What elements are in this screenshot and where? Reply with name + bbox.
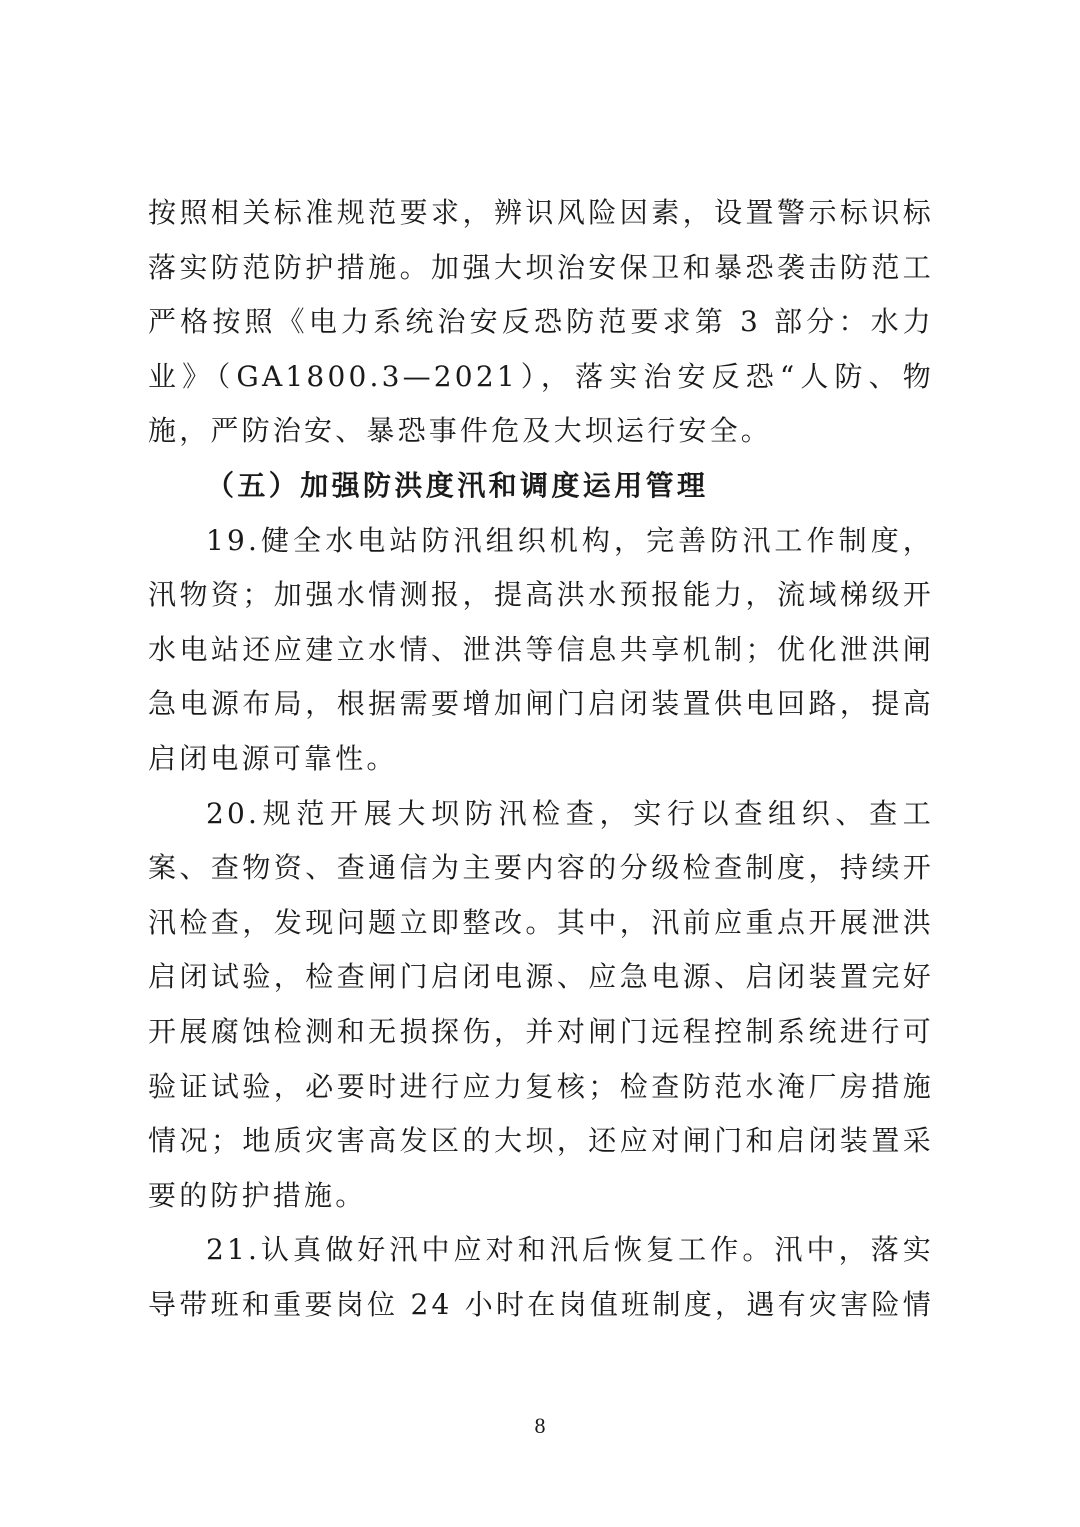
text-line: 验证试验，必要时进行应力复核；检查防范水淹厂房措施 bbox=[148, 1069, 934, 1103]
page-number: 8 bbox=[534, 1413, 546, 1438]
text-line: 按照相关标准规范要求，辨识风险因素，设置警示标识标 bbox=[148, 196, 934, 229]
section-heading: （五）加强防洪度汛和调度运用管理 bbox=[206, 468, 709, 502]
paragraph-top bbox=[148, 186, 934, 459]
text-line: 业》（GA1800.3—2021），落实治安反恐“人防、物 bbox=[148, 359, 934, 393]
text-line: 情况；地质灾害高发区的大坝，还应对闸门和启闭装置采 bbox=[148, 1124, 934, 1158]
text-line: 施，严防治安、暴恐事件危及大坝运行安全。 bbox=[148, 414, 773, 448]
text-line: 20.规范开展大坝防汛检查，实行以查组织、查工 bbox=[206, 796, 934, 830]
text-line: 汛检查，发现问题立即整改。其中，汛前应重点开展泄洪 bbox=[148, 905, 934, 939]
text-line: 启闭电源可靠性。 bbox=[148, 741, 398, 775]
text-line: 水电站还应建立水情、泄洪等信息共享机制；优化泄洪闸 bbox=[148, 632, 934, 666]
text-line: 启闭试验，检查闸门启闭电源、应急电源、启闭装置完好 bbox=[148, 960, 934, 994]
text-line: 案、查物资、查通信为主要内容的分级检查制度，持续开 bbox=[148, 851, 934, 885]
text-line: 汛物资；加强水情测报，提高洪水预报能力，流域梯级开 bbox=[148, 578, 934, 612]
text-line: 21.认真做好汛中应对和汛后恢复工作。汛中，落实 bbox=[206, 1233, 934, 1267]
paragraph-20 bbox=[148, 787, 934, 1224]
text-line: 急电源布局，根据需要增加闸门启闭装置供电回路，提高 bbox=[148, 687, 934, 721]
paragraph-19 bbox=[148, 514, 934, 787]
text-line: 落实防范防护措施。加强大坝治安保卫和暴恐袭击防范工 bbox=[148, 250, 934, 284]
text-line: 开展腐蚀检测和无损探伤，并对闸门远程控制系统进行可 bbox=[148, 1014, 934, 1048]
paragraph-21 bbox=[148, 1223, 934, 1332]
text-line: 19.健全水电站防汛组织机构，完善防汛工作制度， bbox=[206, 523, 934, 557]
text-line: 导带班和重要岗位 24 小时在岗值班制度，遇有灾害险情 bbox=[148, 1287, 934, 1321]
text-line: 严格按照《电力系统治安反恐防范要求第 3 部分：水力 bbox=[148, 305, 934, 339]
text-line: 要的防护措施。 bbox=[148, 1178, 367, 1212]
body-text bbox=[148, 186, 934, 1332]
